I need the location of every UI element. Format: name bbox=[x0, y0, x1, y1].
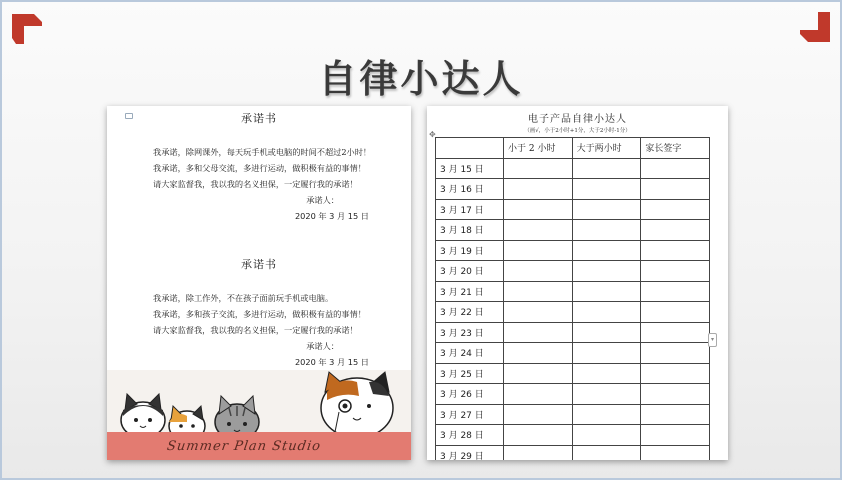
over-two-hours-cell[interactable] bbox=[572, 158, 641, 179]
date-cell: 3 月 17 日 bbox=[436, 199, 504, 220]
pledge-date: 2020 年 3 月 15 日 bbox=[294, 211, 369, 221]
over-two-hours-cell[interactable] bbox=[572, 302, 641, 323]
table-row bbox=[436, 199, 710, 220]
pledge-signature-label: 承诺人： bbox=[306, 195, 339, 205]
parent-signature-cell[interactable] bbox=[641, 425, 710, 446]
under-two-hours-cell[interactable] bbox=[504, 404, 573, 425]
table-row bbox=[436, 343, 710, 364]
pledge-line: 我承诺，除工作外，不在孩子面前玩手机或电脑。 bbox=[153, 293, 334, 303]
over-two-hours-cell[interactable] bbox=[572, 343, 641, 364]
over-two-hours-cell[interactable] bbox=[572, 322, 641, 343]
parent-signature-cell[interactable] bbox=[641, 302, 710, 323]
date-cell: 3 月 15 日 bbox=[436, 158, 504, 179]
over-two-hours-cell[interactable] bbox=[572, 199, 641, 220]
table-header-row bbox=[436, 138, 710, 159]
date-cell: 3 月 21 日 bbox=[436, 281, 504, 302]
parent-signature-cell[interactable] bbox=[641, 158, 710, 179]
tracker-note: （画√，小于2小时+1分，大于2小时-1分） bbox=[524, 128, 631, 134]
date-cell: 3 月 24 日 bbox=[436, 343, 504, 364]
slide-title: 自律小达人 bbox=[318, 57, 524, 101]
parent-signature-cell[interactable] bbox=[641, 261, 710, 282]
scroll-handle[interactable]: ▾ bbox=[708, 333, 717, 347]
tracker-title: 电子产品自律小达人 bbox=[528, 114, 627, 125]
under-two-hours-cell[interactable] bbox=[504, 363, 573, 384]
over-two-hours-cell[interactable] bbox=[572, 240, 641, 261]
corner-arrow-icon bbox=[12, 12, 42, 44]
pledge-document[interactable] bbox=[107, 106, 411, 460]
over-two-hours-cell[interactable] bbox=[572, 281, 641, 302]
over-two-hours-cell[interactable] bbox=[572, 425, 641, 446]
under-two-hours-cell[interactable] bbox=[504, 302, 573, 323]
over-two-hours-cell[interactable] bbox=[572, 445, 641, 460]
corner-arrow-icon bbox=[800, 12, 830, 44]
table-row bbox=[436, 220, 710, 241]
table-row bbox=[436, 261, 710, 282]
banner-signature-text: Summer Plan Studio bbox=[165, 439, 323, 454]
over-two-hours-cell[interactable] bbox=[572, 384, 641, 405]
over-two-hours-cell[interactable] bbox=[572, 220, 641, 241]
under-two-hours-cell[interactable] bbox=[504, 445, 573, 460]
date-cell: 3 月 19 日 bbox=[436, 240, 504, 261]
pledge-line: 我承诺，除网课外，每天玩手机或电脑的时间不超过2小时！ bbox=[153, 147, 372, 157]
date-cell: 3 月 29 日 bbox=[436, 445, 504, 460]
date-cell: 3 月 20 日 bbox=[436, 261, 504, 282]
table-row bbox=[436, 158, 710, 179]
table-header-cell bbox=[436, 138, 504, 159]
date-cell: 3 月 25 日 bbox=[436, 363, 504, 384]
under-two-hours-cell[interactable] bbox=[504, 425, 573, 446]
pledge-line: 请大家监督我，我以我的名义担保，一定履行我的承诺！ bbox=[153, 179, 358, 189]
parent-signature-cell[interactable] bbox=[641, 179, 710, 200]
table-row bbox=[436, 302, 710, 323]
over-two-hours-cell[interactable] bbox=[572, 261, 641, 282]
under-two-hours-cell[interactable] bbox=[504, 179, 573, 200]
pledge-line: 请大家监督我，我以我的名义担保，一定履行我的承诺！ bbox=[153, 325, 358, 335]
parent-signature-cell[interactable] bbox=[641, 199, 710, 220]
table-row bbox=[436, 404, 710, 425]
under-two-hours-cell[interactable] bbox=[504, 261, 573, 282]
tracker-table-body bbox=[436, 158, 710, 460]
table-row bbox=[436, 363, 710, 384]
over-two-hours-cell[interactable] bbox=[572, 404, 641, 425]
pledge-date: 2020 年 3 月 15 日 bbox=[294, 357, 369, 367]
table-header-cell: 家长签字 bbox=[641, 138, 710, 159]
parent-signature-cell[interactable] bbox=[641, 322, 710, 343]
parent-signature-cell[interactable] bbox=[641, 384, 710, 405]
table-move-handle-icon[interactable]: ✥ bbox=[429, 130, 436, 139]
date-cell: 3 月 16 日 bbox=[436, 179, 504, 200]
under-two-hours-cell[interactable] bbox=[504, 322, 573, 343]
under-two-hours-cell[interactable] bbox=[504, 281, 573, 302]
pledge-line: 我承诺，多和父母交流，多进行运动，做积极有益的事情！ bbox=[153, 163, 366, 173]
under-two-hours-cell[interactable] bbox=[504, 240, 573, 261]
pledge-block bbox=[107, 110, 411, 224]
table-row bbox=[436, 240, 710, 261]
parent-signature-cell[interactable] bbox=[641, 343, 710, 364]
parent-signature-cell[interactable] bbox=[641, 404, 710, 425]
under-two-hours-cell[interactable] bbox=[504, 343, 573, 364]
under-two-hours-cell[interactable] bbox=[504, 158, 573, 179]
over-two-hours-cell[interactable] bbox=[572, 363, 641, 384]
table-header-cell: 大于两小时 bbox=[572, 138, 641, 159]
under-two-hours-cell[interactable] bbox=[504, 199, 573, 220]
parent-signature-cell[interactable] bbox=[641, 240, 710, 261]
table-row bbox=[436, 384, 710, 405]
tracker-document[interactable] bbox=[427, 106, 728, 460]
parent-signature-cell[interactable] bbox=[641, 220, 710, 241]
date-cell: 3 月 26 日 bbox=[436, 384, 504, 405]
table-row bbox=[436, 425, 710, 446]
pledge-title: 承诺书 bbox=[241, 112, 277, 125]
pledge-title: 承诺书 bbox=[241, 258, 277, 271]
date-cell: 3 月 22 日 bbox=[436, 302, 504, 323]
date-cell: 3 月 23 日 bbox=[436, 322, 504, 343]
over-two-hours-cell[interactable] bbox=[572, 179, 641, 200]
date-cell: 3 月 27 日 bbox=[436, 404, 504, 425]
tracker-table bbox=[435, 137, 710, 460]
date-cell: 3 月 28 日 bbox=[436, 425, 504, 446]
under-two-hours-cell[interactable] bbox=[504, 220, 573, 241]
cat-banner-image bbox=[107, 370, 411, 460]
table-row bbox=[436, 445, 710, 460]
date-cell: 3 月 18 日 bbox=[436, 220, 504, 241]
parent-signature-cell[interactable] bbox=[641, 363, 710, 384]
table-row bbox=[436, 281, 710, 302]
table-row bbox=[436, 179, 710, 200]
parent-signature-cell[interactable] bbox=[641, 445, 710, 460]
parent-signature-cell[interactable] bbox=[641, 281, 710, 302]
pledge-signature-label: 承诺人： bbox=[306, 341, 339, 351]
table-row bbox=[436, 322, 710, 343]
table-header-cell: 小于 2 小时 bbox=[504, 138, 573, 159]
pledge-block bbox=[107, 256, 411, 370]
pledge-line: 我承诺，多和孩子交流，多进行运动，做积极有益的事情！ bbox=[153, 309, 366, 319]
under-two-hours-cell[interactable] bbox=[504, 384, 573, 405]
